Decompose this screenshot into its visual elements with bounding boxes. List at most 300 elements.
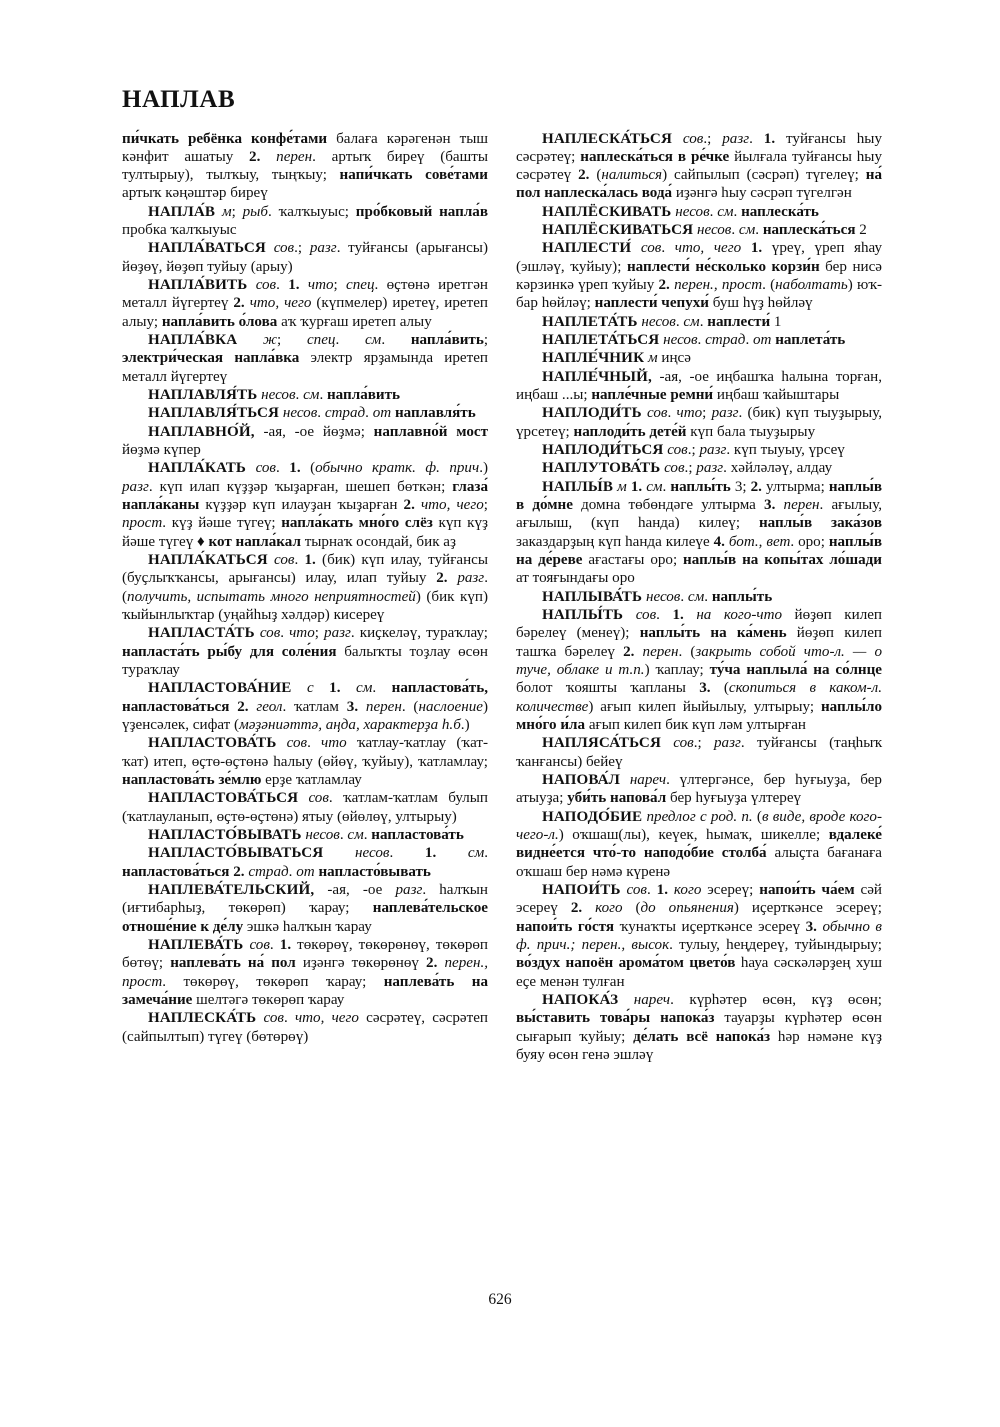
entry-translation-text: 1 — [770, 313, 782, 330]
entry-grammar-label: сов — [286, 735, 308, 752]
entry-grammar-label: разг — [324, 625, 351, 642]
entry-translation-text: . — [731, 222, 739, 239]
entry-translation-text: . күрһәтер өсөн, күҙ өсөн; — [670, 991, 882, 1008]
entry-headword: НАПЛЕВА́ТЕЛЬСКИЙ, — [148, 881, 315, 898]
entry-grammar-label: разг — [122, 478, 149, 495]
entry-translation-text: туйғансы һыу сәсрәтеү; — [516, 130, 882, 165]
entry-translation-text — [215, 204, 222, 220]
entry-grammar-label: перен., прост — [674, 277, 763, 294]
page-number: 626 — [488, 1291, 512, 1308]
entry-translation-text: . ҡалҡыуыс; — [267, 203, 356, 220]
entry-grammar-label: разг — [722, 130, 750, 147]
entry-translation-text: . туйғансы (таңһыҡ ҡанғансы) бейеү — [516, 735, 882, 770]
entry-translation-text: ; — [702, 405, 712, 422]
entry-grammar-label: разг — [395, 881, 423, 898]
entry-translation-text — [631, 240, 641, 256]
entry-translation-text: . — [294, 552, 305, 569]
entry-grammar-label: разг — [696, 460, 724, 477]
entry-translation-text: һәр нәмәне күҙ буяу өсөн генә эшләү — [516, 1028, 882, 1063]
entry-translation-text: сәй эсереү — [516, 881, 883, 917]
entry-translation-text — [314, 680, 330, 696]
entry-translation-text — [448, 570, 458, 586]
entry-translation-text: .; — [684, 460, 697, 477]
entry-grammar-label: что, чего — [674, 240, 742, 257]
entry-translation-text: -ая, -ое иңбашҡа һалына торған, иңбаш ...ы; — [516, 368, 882, 404]
entry-bold-phrase: наплеска́ться — [762, 222, 856, 239]
entry-translation-text — [436, 845, 468, 861]
entry-bold-phrase: наплы́ть — [670, 478, 731, 495]
entry-translation-text: . — [675, 313, 684, 330]
entry-bold-phrase: наплы́в на копы́тах ло́шади — [683, 552, 882, 569]
entry-grammar-label: что, чего — [294, 1010, 359, 1027]
entry-bold-phrase: наплы́в в до́мне — [516, 478, 883, 514]
entry-bold-phrase: вы́ставить това́ры напока́з — [516, 1010, 715, 1027]
entry-naplevat — [122, 936, 488, 1009]
entry-translation-text: . — [363, 826, 372, 843]
entry-bold-phrase: 2. — [233, 863, 245, 880]
entry-headword: НАПОИ́ТЬ — [542, 881, 621, 898]
entry-bold-phrase: 1. — [656, 881, 668, 898]
entry-naplit — [516, 606, 882, 734]
entry-translation-text: . — [484, 845, 489, 862]
entry-napliv — [516, 478, 882, 588]
entry-translation-text: бер нисә кәрзинкә үреп ҡуйыу — [516, 258, 882, 294]
entry-bold-phrase: 4. — [713, 533, 725, 550]
entry-bold-phrase: напластова́ться — [122, 863, 230, 880]
entry-grammar-label: м — [617, 478, 627, 495]
entry-translation-text: . — [307, 735, 321, 752]
entry-headword: НАПЛУТОВА́ТЬ — [542, 460, 661, 477]
entry-bold-phrase: 1. — [630, 478, 643, 495]
entry-translation-text: .; — [693, 735, 714, 752]
entry-naplav — [122, 203, 488, 240]
entry-naploditsya — [516, 441, 882, 459]
entry-bold-phrase: 2. — [426, 955, 438, 972]
entry-grammar-label: что, чего — [249, 295, 312, 312]
entry-translation-text: . — [680, 588, 688, 605]
entry-napoval — [516, 771, 882, 808]
entry-grammar-label: что — [289, 625, 315, 642]
entry-translation-text: . күҙ йәше түгеү; — [162, 515, 282, 532]
entry-bold-phrase: 2. — [237, 698, 249, 715]
entry-bold-phrase: наплоди́ть дете́й — [573, 423, 687, 440]
entry-bold-phrase: напластова́ть зе́млю — [122, 771, 262, 788]
entry-grammar-label: разг — [711, 405, 739, 422]
entry-grammar-label: несов — [355, 845, 390, 862]
entry-napodobie — [516, 808, 882, 881]
entry-grammar-label: см — [364, 332, 382, 349]
entry-translation-text: . — [317, 405, 325, 422]
entry-headword: НАПЛАСТОВА́НИЕ — [148, 680, 292, 697]
entry-grammar-label: сов — [249, 936, 270, 953]
entry-translation-text — [246, 460, 255, 476]
entry-headword: НАПЛАСТО́ВЫВАТЬ — [148, 826, 302, 843]
entry-translation-text: . — [699, 313, 708, 330]
entry-bold-phrase: 1. — [763, 130, 776, 147]
entry-bold-phrase: 1. — [750, 240, 763, 257]
entry-grammar-label: мәҙәниәттә, аңда, характерҙа һ.б — [239, 717, 461, 733]
entry-grammar-label: с — [306, 680, 314, 697]
entry-headword: НАПЛЫ́ТЬ — [542, 607, 624, 624]
entry-translation-text — [358, 699, 366, 715]
right-column — [516, 130, 882, 1065]
entry-translation-text: ) ҡаплау; — [644, 662, 710, 679]
entry-translation-text: электр ярҙамында иретеп металл йүгертеү — [122, 350, 488, 385]
entry-grammar-label: сов — [640, 240, 662, 257]
entry-headword: НАПЛОДИ́ТЬСЯ — [542, 442, 664, 459]
entry-headword: НАПЛАСТОВА́ТЬ — [148, 735, 277, 752]
entry-translation-text: балыҡты тоҙлау өсөн тураҡлау — [122, 643, 489, 679]
entry-translation-text: күп бала тыуҙырыу — [686, 423, 816, 440]
entry-bold-phrase: напои́ть го́стя — [516, 918, 615, 935]
entry-bold-phrase: наплы́ло мно́го и́ла — [516, 698, 882, 733]
entry-grammar-label: сов — [667, 442, 688, 459]
entry-translation-text: ағастағы оро; — [582, 552, 684, 569]
entry-bold-phrase: напласта́ть ры́бу для соле́ния — [122, 643, 337, 660]
entry-translation-text: . ( — [678, 643, 696, 660]
two-column-body — [122, 130, 882, 1065]
entry-headword: НАПЛЕ́ЧНЫЙ, — [542, 368, 652, 385]
entry-naplavatsya — [122, 239, 488, 276]
entry-translation-text — [661, 735, 673, 751]
entry-translation-text: заказдарҙың күп һанда килеүе — [516, 533, 714, 550]
entry-headword: НАПЛЕ́ЧНИК — [542, 350, 645, 367]
entry-translation-text: ; — [231, 203, 243, 220]
entry-translation-text — [298, 790, 308, 806]
entry-translation-text: ( — [710, 680, 729, 697]
entry-grammar-label: кого — [673, 881, 702, 898]
entry-bold-phrase: 1. — [304, 552, 316, 569]
entry-translation-text: йөҙөп килеп бәрелеү (менеү); — [516, 607, 882, 642]
entry-grammar-label: несов — [675, 203, 710, 220]
entry-grammar-label: сов — [273, 240, 295, 257]
entry-bold-phrase: 2. — [570, 900, 583, 917]
entry-headword: НАПЛАСТОВА́ТЬСЯ — [148, 790, 299, 807]
entry-grammar-label: перен — [642, 643, 679, 660]
entry-naplavnoy — [122, 423, 488, 460]
entry-translation-text: ерҙе ҡатламлау — [261, 771, 362, 788]
entry-translation-text — [247, 277, 255, 293]
entry-napleskivat — [516, 203, 882, 221]
entry-translation-text: ) үҙенсәлек, сифат ( — [122, 698, 488, 733]
entry-grammar-label: нареч — [629, 771, 667, 788]
entry-translation-text: . һалҡын (иғтибарһыҙ, төкөрөп) ҡарау; — [122, 881, 488, 917]
entry-translation-text: ултырма; — [761, 478, 829, 495]
entry-grammar-label: прост — [122, 515, 163, 532]
entry-naplastovatsya — [122, 789, 488, 826]
entry-grammar-label: сов — [664, 460, 685, 477]
entry-grammar-label: что, чего — [420, 497, 484, 514]
entry-translation-text: үреү, үреп яһау (эшләү, ҡуйыу); — [516, 240, 883, 275]
entry-translation-text — [775, 497, 783, 513]
entry-grammar-label: несов — [645, 588, 681, 605]
entry-naplakat — [122, 459, 488, 551]
entry-bold-phrase: на́ пол наплеска́лась вода́ — [516, 167, 882, 202]
entry-translation-text: (бик) күп илау, туйғансы (буҫлыҡҡансы, арығансы) илау, илап туйыу — [122, 552, 489, 587]
entry-grammar-label: несов — [261, 387, 296, 404]
entry-grammar-label: см — [738, 222, 756, 239]
entry-translation-text: . — [288, 863, 297, 880]
entry-translation-text: . — [389, 845, 425, 862]
entry-grammar-label: что — [321, 735, 347, 752]
entry-naplutovat — [516, 459, 882, 477]
entry-translation-text: ; — [314, 625, 325, 642]
entry-translation-text: . — [755, 222, 763, 239]
entry-bold-phrase: наплавно́й мост — [373, 423, 488, 440]
entry-translation-text: һауа сәскәләрҙең хуш еҫе менән тулған — [516, 955, 883, 990]
entry-translation-text: ; — [483, 332, 489, 349]
entry-grammar-label: см — [646, 478, 663, 495]
entry-grammar-label: сов — [626, 881, 647, 898]
entry-translation-text — [323, 845, 355, 861]
entry-grammar-label: ж — [263, 332, 278, 349]
entry-translation-text: домна төбөндәге ултырма — [572, 497, 765, 514]
entry-translation-text — [237, 332, 263, 348]
entry-grammar-label: м — [647, 350, 658, 367]
entry-grammar-label: м — [221, 203, 232, 220]
entry-translation-text: . туйғансы (арығансы) йөҙөү, йөҙөп туйыу (арыу) — [122, 240, 488, 275]
entry-bold-phrase: вдалеке́ видне́ется что́-то наподо́бие столба́ — [516, 826, 882, 862]
entry-grammar-label: перен — [276, 148, 313, 165]
entry-grammar-label: наболтать — [775, 277, 848, 294]
entry-translation-text: . — [339, 826, 348, 843]
entry-headword: НАПЛЯСА́ТЬСЯ — [542, 735, 661, 752]
entry-bold-phrase: наплы́в на де́реве — [516, 533, 882, 569]
entry-grammar-label: несов — [663, 332, 698, 349]
entry-translation-text: бер һуғыуҙа үлтереү — [666, 790, 802, 807]
entry-bold-phrase: наплести́ не́сколько корзи́н — [626, 258, 820, 275]
entry-translation-text: балаға кәрәгенән тыш кәнфит ашатыу — [122, 130, 488, 165]
entry-translation-text: . күп илап күҙҙәр ҡыҙарған, шешеп бөткән; — [148, 478, 453, 495]
entry-translation-text: . (бик) күп тыуҙырыу, үрсетеү; — [516, 405, 883, 440]
entry-grammar-label: см — [347, 826, 364, 843]
entry-translation-text: . — [749, 130, 764, 147]
entry-translation-text — [276, 735, 286, 751]
entry-naplavlyatsya — [122, 404, 488, 422]
entry-translation-text: -ая, -ое йөҙмә; — [254, 423, 374, 440]
entry-grammar-label: см — [717, 203, 734, 220]
entry-grammar-label: сов — [255, 460, 276, 477]
entry-translation-text: 3; — [730, 478, 751, 495]
entry-headword: НАПЛА́ВИТЬ — [148, 277, 248, 294]
entry-bold-phrase: напла́вить о́лова — [161, 313, 278, 330]
entry-headword: НАПЛАСТО́ВЫВАТЬСЯ — [148, 845, 324, 862]
entry-translation-text: . — [295, 387, 304, 404]
entry-napleskatsya — [516, 130, 882, 203]
left-column — [122, 130, 488, 1046]
entry-grammar-label: разг — [714, 735, 741, 752]
entry-bold-phrase: 1. — [329, 680, 341, 697]
entry-grammar-label: что — [676, 405, 703, 422]
entry-grammar-label: сов — [673, 735, 694, 752]
entry-grammar-label: что — [307, 277, 334, 294]
entry-translation-text — [684, 607, 697, 623]
entry-translation-text — [260, 149, 276, 165]
entry-translation-text: тауарҙы күрһәтер өсөн сығарып ҡуйыу; — [516, 1010, 883, 1045]
entry-translation-text — [341, 680, 357, 696]
entry-grammar-label: перен — [783, 497, 820, 514]
entry-translation-text: ) иҫерткәнсе эсереү; — [733, 900, 882, 917]
entry-grammar-label: страд — [324, 405, 366, 422]
entry-grammar-label: сов — [308, 790, 329, 807]
entry-grammar-label: сов — [255, 277, 277, 294]
entry-bold-phrase: 2. — [249, 148, 261, 165]
entry-headword: НАПОДО́БИЕ — [542, 808, 643, 825]
entry-grammar-label: сов — [635, 607, 657, 624]
entry-naplechny — [516, 368, 882, 405]
entry-bold-phrase: наплы́в зака́зов — [758, 515, 882, 532]
entry-bold-phrase: 3. — [805, 918, 817, 935]
entry-translation-text: . үлтергәнсе, бер һуғыуҙа, бер атыуҙа; — [516, 771, 882, 807]
entry-naplakatsya — [122, 551, 488, 624]
entry-translation-text: аҡ ҡурғаш иретеп алыу — [277, 313, 432, 330]
entry-translation-text: . ( — [122, 570, 488, 605]
entry-headword: НАПЛЁСКИВАТЬСЯ — [542, 222, 694, 239]
entry-napokaz — [516, 991, 882, 1064]
entry-translation-text: сәсрәтеү, сәсрәтеп (сайпылтып) түгеү (бөтөрөү) — [122, 1010, 488, 1045]
entry-grammar-label: спец — [306, 332, 336, 349]
entry-grammar-label: см — [356, 680, 373, 697]
entry-translation-text: . — [667, 405, 677, 422]
entry-bold-phrase: во́здух напоён арома́том цвето́в — [516, 955, 736, 972]
entry-bold-phrase: де́лать всё напока́з — [633, 1028, 771, 1045]
entry-headword: НАПЛАВЛЯ́ТЬ — [148, 387, 258, 404]
entry-grammar-label: несов — [305, 826, 340, 843]
entry-translation-text: . күп тыуыу, үрсеү — [726, 442, 845, 459]
entry-translation-text: төкөрөү, төкөрөнөү, төкөрөп бөтөү; — [122, 936, 488, 972]
entry-headword: НАПЛА́В — [148, 203, 216, 220]
entry-bold-phrase: 2. — [750, 478, 762, 495]
entry-headword: НАПЛЕВА́ТЬ — [148, 936, 244, 953]
entry-bold-phrase: 2. — [578, 167, 590, 184]
entry-bold-phrase: уби́ть напова́л — [567, 790, 667, 807]
entry-translation-text — [634, 644, 642, 660]
entry-napoit — [516, 881, 882, 991]
entry-grammar-label: сов — [263, 1010, 284, 1027]
entry-translation-text: күп күҙ йәше түгеү — [122, 515, 488, 550]
entry-translation-text: . ( — [401, 698, 419, 715]
entry-bold-phrase: напласто́вывать — [318, 863, 431, 880]
entry-translation-text: . ағылыу, ағылыш, (күп һанда) килеү; — [516, 497, 882, 532]
entry-translation-text: . — [697, 332, 706, 349]
entry-bold-phrase: ту́ча наплыла́ на со́лнце — [709, 662, 883, 679]
entry-bold-phrase: 1. — [279, 936, 292, 953]
entry-translation-text: иңбаш ҡайыштары — [713, 387, 840, 404]
entry-translation-text: .) — [460, 717, 470, 733]
entry-translation-text: алыҫта бағанаға оҡшаш бер нәмә күренә — [516, 845, 882, 880]
entry-headword: НАПЛЕСТИ́ — [542, 240, 632, 257]
entry-translation-text: . — [319, 387, 327, 404]
entry-translation-text: 2 — [855, 222, 867, 239]
entry-translation-text: йөҙмә күпер — [122, 442, 201, 459]
entry-translation-text: болот ҡояшты ҡапланы — [516, 680, 700, 697]
entry-headword: НАПЛЕТА́ТЬ — [542, 313, 638, 330]
entry-naplavlyat — [122, 386, 488, 404]
entry-headword: НАПОВА́Л — [542, 771, 621, 788]
entry-translation-text: йылғала туйғансы һыу сәсрәтеү — [516, 148, 882, 184]
entry-bold-phrase: напластова́ть — [371, 826, 464, 843]
entry-bold-phrase: кот напла́кал — [208, 533, 301, 550]
entry-headword: НАПЛА́ВКА — [148, 332, 238, 349]
entry-translation-text: . — [372, 680, 392, 697]
entry-bold-phrase: напои́ть ча́ем — [759, 881, 855, 898]
entry-bold-phrase: глаза́ напла́каны — [122, 478, 488, 514]
entry-translation-text: (күпмелер) иретеү, иретеп алыу; — [122, 295, 489, 330]
entry-grammar-label: в виде, вроде кого-чего-л. — [516, 808, 882, 843]
entry-bold-phrase: напла́вить — [326, 387, 400, 404]
entry-translation-text: . — [733, 203, 742, 220]
entry-grammar-label: получить, испытать много неприятностей — [127, 588, 416, 605]
entry-bold-phrase: наплы́ть — [711, 588, 773, 605]
entry-naplavka — [122, 331, 488, 386]
entry-translation-text: ( — [300, 460, 316, 477]
entry-grammar-label: кого — [595, 900, 623, 917]
entry-headword: НАПЛА́КАТЬСЯ — [148, 552, 268, 569]
entry-translation-text — [582, 900, 595, 916]
entry-grammar-label: страд — [248, 863, 289, 880]
entry-translation-text — [291, 680, 307, 696]
entry-bold-phrase: наплавля́ть — [394, 405, 476, 422]
entry-headword: НАПЛЕСКА́ТЬСЯ — [542, 130, 673, 147]
entry-translation-text: -ая, -ое — [314, 881, 396, 898]
entry-translation-text: эсереү; — [701, 881, 760, 898]
entry-translation-text: . оро; — [790, 533, 829, 550]
entry-translation-text: . — [335, 332, 365, 349]
entry-bold-phrase: 2. — [403, 497, 415, 514]
entry-translation-text: эшкә һалҡын ҡарау — [243, 918, 372, 935]
entry-translation-text: . — [704, 588, 712, 605]
entry-bold-phrase: ♦ — [197, 533, 205, 550]
entry-bold-phrase: напла́кать мно́го слёз — [281, 515, 433, 532]
entry-translation-text: . — [276, 460, 290, 477]
entry-grammar-label: см — [467, 845, 485, 862]
entry-translation-text: ( — [589, 167, 602, 184]
entry-translation-text: пробка ҡалҡыуыс — [122, 222, 237, 239]
entry-headword: НАПЛОДИ́ТЬ — [542, 405, 642, 422]
entry-grammar-label: предлог с род. п. — [646, 808, 753, 825]
entry-grammar-label: нареч — [633, 991, 671, 1008]
entry-translation-text: буш һүҙ һөйләү — [709, 295, 813, 312]
entry-grammar-label: разг — [309, 240, 337, 257]
entry-grammar-label: от — [752, 332, 772, 349]
entry-bold-phrase: 1. — [289, 460, 301, 477]
entry-translation-text: . — [276, 277, 289, 294]
entry-translation-text: ) юҡ-бар һөйләү; — [516, 277, 882, 312]
entry-translation-text: ағып килеп бик күп ләм ултырған — [585, 717, 807, 733]
entry-naplastovyvatsya — [122, 844, 488, 881]
entry-translation-text: . — [662, 478, 671, 495]
entry-bold-phrase: наплести́ чепухи́ — [594, 295, 709, 312]
entry-naplesti — [516, 239, 882, 312]
entry-grammar-label: на кого-что — [696, 607, 783, 624]
entry-headword: НАПЛАСТА́ТЬ — [148, 625, 255, 642]
entry-translation-text: тырнаҡ осондай, бик аҙ — [300, 533, 456, 550]
entry-bold-phrase: 1. — [288, 277, 300, 294]
entry-naplechnik — [516, 349, 882, 367]
entry-bold-phrase: пи́чкать ребёнка конфе́тами — [122, 130, 328, 147]
entry-translation-text: . — [365, 405, 373, 422]
entry-bold-phrase: 2. — [233, 295, 245, 312]
entry-translation-text: .) — [479, 460, 488, 477]
entry-translation-text: иҙәнгә һыу сәсрәп түгелгән — [672, 185, 852, 202]
entry-translation-text: ) сайпылып (сәсрәп) түгелеү; — [662, 167, 866, 184]
entry-bold-phrase: наплести́ — [707, 313, 771, 330]
entry-grammar-label: наслоение — [418, 698, 483, 715]
entry-grammar-label: см — [687, 588, 705, 605]
entry-grammar-label: закрыть собой что-л. — о туче, облаке и т.п. — [516, 643, 883, 679]
entry-grammar-label: перен — [365, 698, 402, 715]
entry-bold-phrase: 3. — [346, 698, 359, 715]
